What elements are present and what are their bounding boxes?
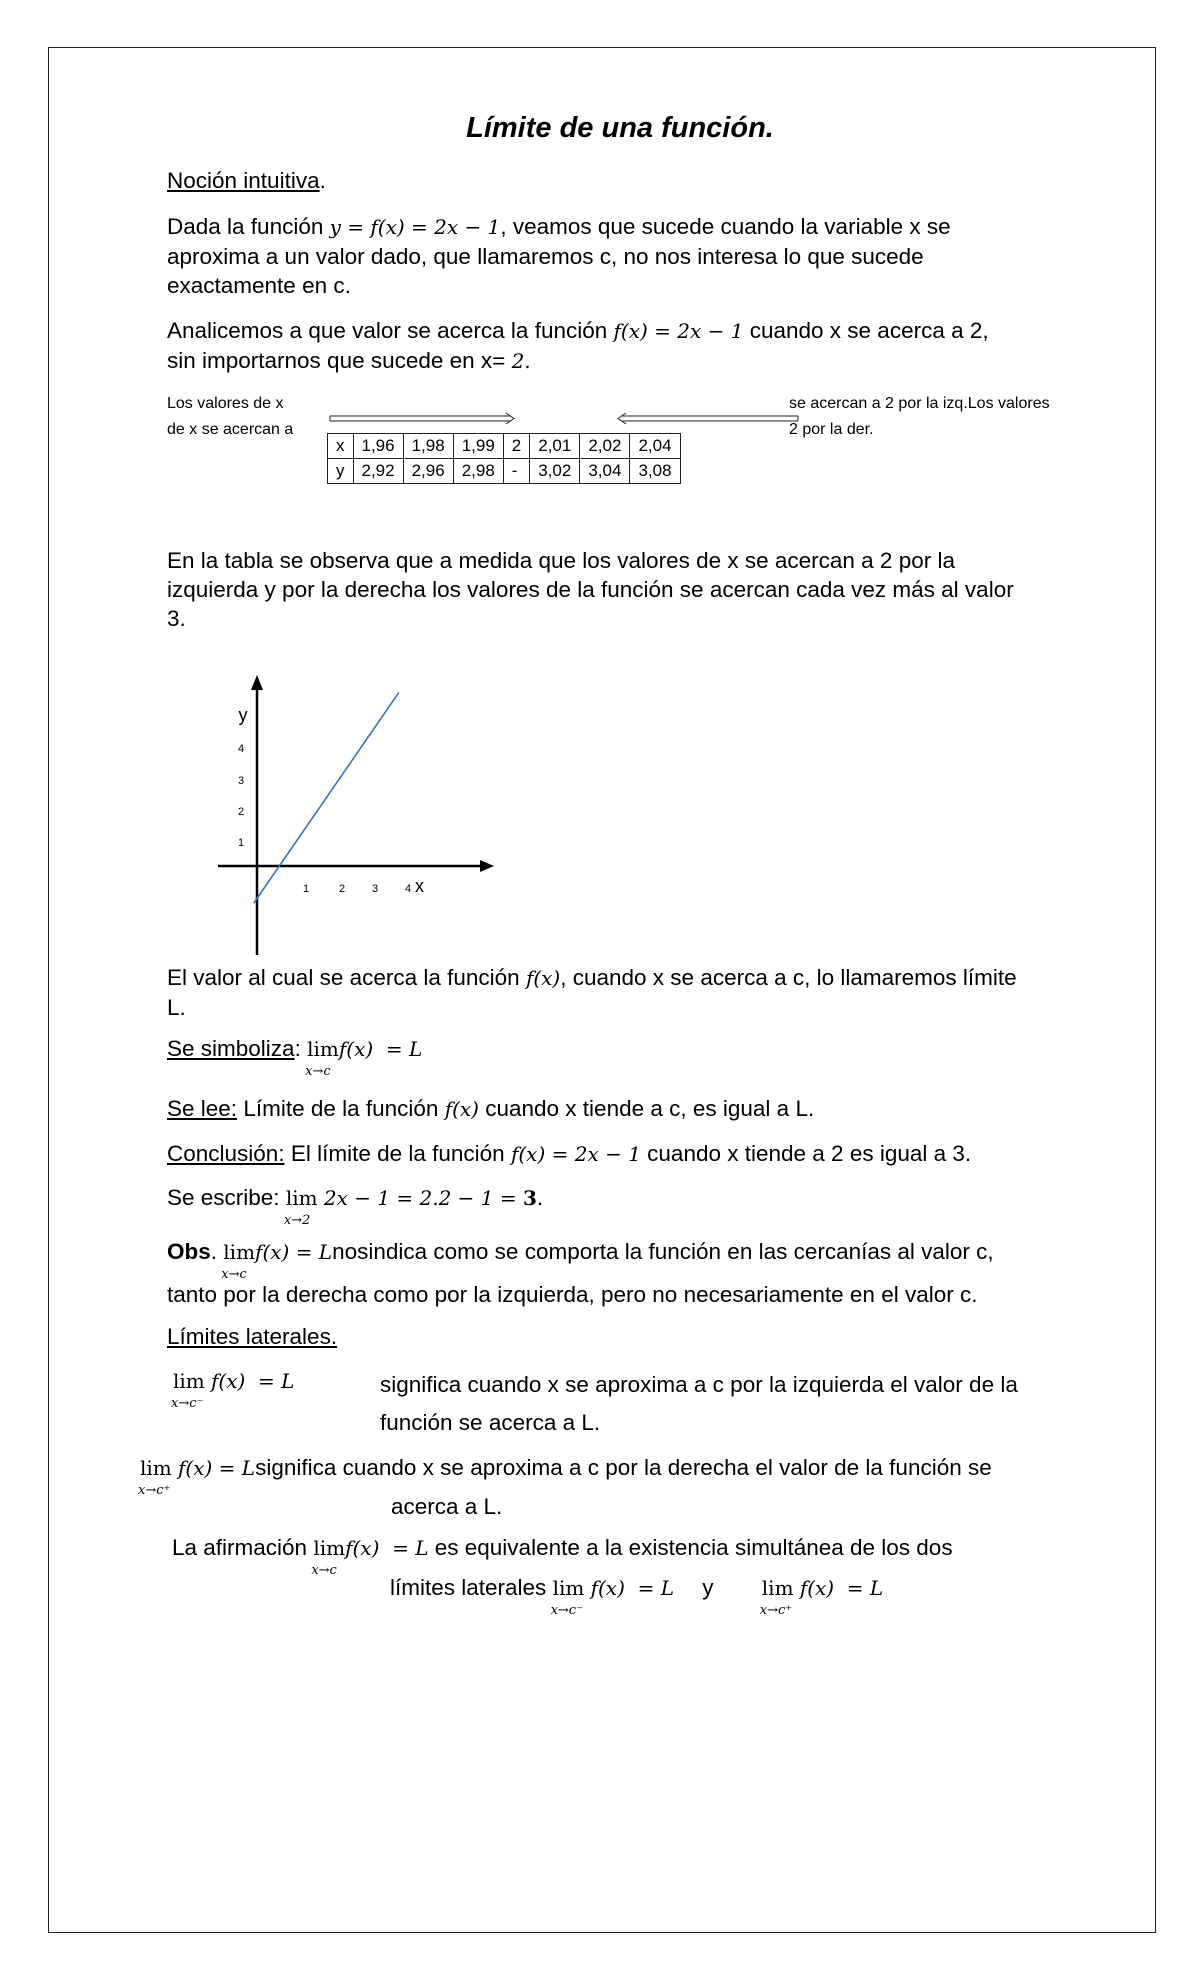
row-afirmacion <box>172 1533 1112 1578</box>
table-cell: 2,98 <box>453 459 503 484</box>
limit-symbol <box>305 1035 339 1079</box>
lim-word: lim <box>761 1576 794 1600</box>
analicemos-text-b: cuando x se acerca a 2, <box>743 318 989 343</box>
conclusion-text-a: El límite de la función <box>284 1141 511 1166</box>
escribe-result: 3 <box>523 1186 537 1210</box>
limit-symbol <box>759 1574 794 1618</box>
lim-word: lim <box>307 1037 339 1061</box>
escribe-end: . <box>536 1185 544 1210</box>
lim-subscript: x→c <box>311 1563 337 1578</box>
lim-subscript: x→c⁻ <box>550 1603 583 1618</box>
obs-text-a: nosindica como se comporta la función en las cercanías al valor c, <box>332 1239 994 1264</box>
analicemos-math: f(x) = 2x − 1 <box>613 319 744 343</box>
note-left-line-2: de x se acercan a <box>167 421 294 438</box>
limit-symbol <box>550 1574 585 1618</box>
afirmacion-text-b: es equivalente a la existencia simultánea de los dos <box>428 1535 953 1560</box>
table-cell: 2,01 <box>530 434 580 459</box>
simboliza-expression: f(x) = L <box>338 1037 423 1061</box>
conclusion-label: Conclusión: <box>167 1141 285 1166</box>
afirmacion-math: f(x) = L <box>345 1536 429 1560</box>
lateral-left-description <box>380 1366 1100 1442</box>
row-afirmacion-line-2 <box>390 1573 1090 1618</box>
table-cell: 2,96 <box>403 459 453 484</box>
lim-word: lim <box>223 1240 256 1264</box>
simboliza-colon: : <box>294 1036 301 1061</box>
limit-symbol <box>138 1454 172 1498</box>
escribe-expression: 2x − 1 = 2.2 − 1 = <box>323 1186 523 1210</box>
lateral-right-line-1: significa cuando x se aproxima a c por la derecha el valor de la función se <box>255 1455 992 1480</box>
y-tick-label: 2 <box>237 806 245 818</box>
x-tick-label: 2 <box>338 883 346 895</box>
table-cell: y <box>328 459 354 484</box>
intro-math: y = f(x) = 2x − 1 <box>329 215 501 239</box>
heading-limites-laterales: Límites laterales. <box>167 1324 338 1349</box>
obs-tabla-line-1: En la tabla se observa que a medida que los valores de x se acercan a 2 por la <box>167 548 955 573</box>
lateral-left-line-2: función se acerca a L. <box>380 1410 601 1435</box>
escribe-label: Se escribe: <box>167 1185 286 1210</box>
lim-word: lim <box>552 1576 585 1600</box>
table-cell: 1,96 <box>353 434 403 459</box>
obs-tabla-line-2: izquierda y por la derecha los valores de la función se acercan cada vez más al valor <box>167 577 1014 602</box>
afirmacion-right-math: f(x) = L <box>799 1576 884 1600</box>
lim-subscript: x→c⁺ <box>759 1603 793 1618</box>
lateral-left-expression <box>171 1366 295 1411</box>
x-axis-label: x <box>415 876 424 896</box>
intro-line-3: exactamente en c. <box>167 273 351 298</box>
page-title: Límite de una función. <box>466 112 774 144</box>
definicion-line-2: L. <box>167 995 186 1020</box>
obs-expression: f(x) = L <box>255 1240 333 1264</box>
heading-nocion: Noción intuitiva <box>167 168 320 193</box>
lateral-left-math: f(x) = L <box>211 1369 295 1393</box>
y-tick-label: 1 <box>237 837 245 849</box>
paragraph-limite-definicion <box>167 963 1097 1022</box>
analicemos-line2-text: sin importarnos que sucede en x= <box>167 348 512 373</box>
limit-symbol <box>283 1184 318 1228</box>
table-cell: x <box>328 434 354 459</box>
x-tick-label: 3 <box>371 883 379 895</box>
limit-symbol <box>221 1238 256 1282</box>
row-se-lee <box>167 1094 1097 1124</box>
row-obs <box>167 1237 1097 1309</box>
definicion-math: f(x) <box>525 966 561 990</box>
table-cell: 3,08 <box>630 459 680 484</box>
lee-text-a: Límite de la función <box>237 1096 445 1121</box>
limit-symbol <box>311 1534 346 1578</box>
conclusion-text-b: cuando x tiende a 2 es igual a 3. <box>640 1141 972 1166</box>
lim-word: lim <box>313 1536 346 1560</box>
row-conclusion <box>167 1139 1097 1169</box>
lim-word: lim <box>173 1369 205 1393</box>
obs-label: Obs <box>167 1239 211 1264</box>
definicion-line-1 <box>167 963 1097 993</box>
lim-subscript: x→2 <box>283 1213 311 1228</box>
analicemos-text-a: Analicemos a que valor se acerca la función <box>167 318 614 343</box>
intro-text-a: Dada la función <box>167 214 330 239</box>
lee-label: Se lee: <box>167 1096 238 1121</box>
table-cell: 1,99 <box>453 434 503 459</box>
simboliza-label: Se simboliza <box>167 1036 295 1061</box>
afirmacion-left-math: f(x) = L <box>590 1576 674 1600</box>
lateral-right-math: f(x) = L <box>178 1456 256 1480</box>
lateral-right-row <box>138 1453 1100 1498</box>
afirmacion-y: y <box>702 1575 714 1600</box>
y-tick-label: 3 <box>237 775 245 787</box>
lee-math: f(x) <box>444 1097 479 1121</box>
obs-dot: . <box>210 1239 224 1264</box>
table-cell: 2,04 <box>630 434 680 459</box>
x-tick-label: 1 <box>302 883 310 895</box>
lim-subscript: x→c⁺ <box>138 1483 171 1498</box>
row-se-simboliza <box>167 1034 423 1079</box>
note-left-line-1: Los valores de x <box>167 395 284 412</box>
x-axis-arrow-icon <box>480 860 494 872</box>
table-cell: 2 <box>503 434 529 459</box>
y-axis-arrow-icon <box>251 675 263 690</box>
table-cell: 3,04 <box>580 459 630 484</box>
table-cell: - <box>503 459 529 484</box>
lim-subscript: x→c <box>221 1267 247 1282</box>
note-right-line-1: se acercan a 2 por la izq.Los valores <box>789 395 1050 412</box>
definicion-text-b: , cuando x se acerca a c, lo llamaremos límite <box>560 965 1017 990</box>
definicion-text-a: El valor al cual se acerca la función <box>167 965 526 990</box>
conclusion-math: f(x) = 2x − 1 <box>510 1142 641 1166</box>
table-cell: 2,92 <box>353 459 403 484</box>
afirmacion-line2-text: límites laterales <box>390 1575 553 1600</box>
lateral-right-line-2-wrap: acerca a L. <box>391 1494 503 1519</box>
lim-subscript: x→c <box>305 1064 331 1079</box>
obs-line-1 <box>167 1237 1097 1282</box>
y-tick-label: 4 <box>237 743 245 755</box>
y-axis-label: y <box>238 705 248 725</box>
x-tick-label: 4 <box>404 883 412 895</box>
obs-tabla-line-3: 3. <box>167 606 186 631</box>
lateral-left-line-1: significa cuando x se aproxima a c por la izquierda el valor de la <box>380 1372 1018 1397</box>
lee-text-b: cuando x tiende a c, es igual a L. <box>478 1096 815 1121</box>
note-right-line-2: 2 por la der. <box>789 421 874 438</box>
table-cell: 2,02 <box>580 434 630 459</box>
limit-symbol <box>171 1367 205 1411</box>
row-se-escribe <box>167 1183 544 1228</box>
table-cell: 1,98 <box>403 434 453 459</box>
intro-text-b: , veamos que sucede cuando la variable x se <box>500 214 951 239</box>
lim-word: lim <box>140 1456 172 1480</box>
obs-line-2: tanto por la derecha como por la izquierda, pero no necesariamente en el valor c. <box>167 1282 978 1307</box>
heading-suffix: . <box>319 168 326 193</box>
intro-line-2: aproxima a un valor dado, que llamaremos c, no nos interesa lo que sucede <box>167 244 924 269</box>
lim-word: lim <box>285 1186 318 1210</box>
table-cell: 3,02 <box>530 459 580 484</box>
series-line <box>254 692 399 903</box>
analicemos-line2-math: 2. <box>511 349 531 373</box>
lim-subscript: x→c⁻ <box>171 1396 204 1411</box>
afirmacion-text-a: La afirmación <box>172 1535 314 1560</box>
